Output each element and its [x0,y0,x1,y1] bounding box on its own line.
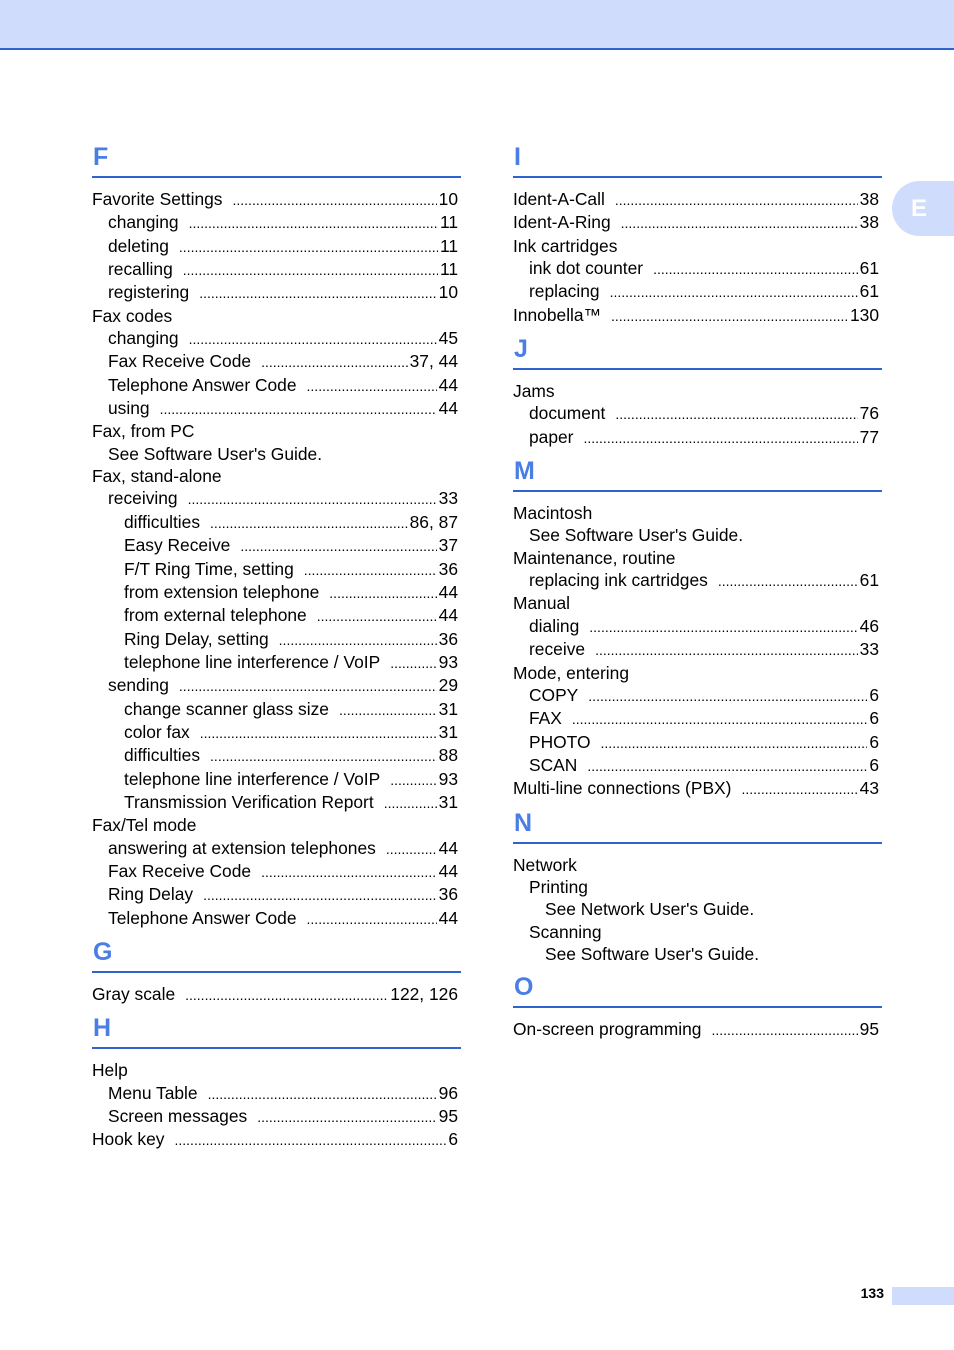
dot-leader [711,1018,857,1041]
dot-leader [210,511,408,534]
entry-pages: 61 [859,281,879,302]
dot-leader [588,684,867,707]
dot-leader [610,280,858,303]
dot-leader [307,907,437,930]
index-entry [513,638,879,661]
entry-term: Fax, stand-alone [92,466,222,487]
index-entry [92,604,458,627]
index-entry [92,791,458,814]
entry-pages: 130 [849,304,879,325]
entry-pages: 44 [438,581,458,602]
index-entry [92,188,458,211]
index-entry [513,592,879,614]
index-entry [92,487,458,510]
entry-term: recalling [108,259,173,280]
entry-pages: 95 [859,1019,879,1040]
index-entry [513,280,879,303]
index-section-n [513,806,882,966]
index-entry [92,837,458,860]
index-entry [92,558,458,581]
entry-term: FAX [529,708,562,729]
entry-term: Ring Delay, setting [124,628,269,649]
index-entry [92,860,458,883]
dot-leader [279,628,437,651]
dot-leader [199,281,436,304]
entry-pages: 11 [439,259,458,280]
index-entry [92,305,458,327]
dot-leader [188,487,437,510]
section-letter: G [92,935,461,973]
dot-leader [185,983,388,1006]
index-entry [92,1059,458,1081]
entry-term: Telephone Answer Code [108,374,297,395]
section-letter: H [92,1011,461,1049]
index-entry [513,188,879,211]
index-entry [92,420,458,442]
entry-term: replacing [529,281,600,302]
entry-term: color fax [124,721,190,742]
dot-leader [189,327,437,350]
entry-pages: 93 [438,768,458,789]
entry-term: On-screen programming [513,1019,702,1040]
page-number: 133 [860,1285,884,1301]
index-entry [513,662,879,684]
index-entry [92,235,458,258]
index-entry [513,524,879,546]
index-entry [92,350,458,373]
entry-term: Ident-A-Ring [513,212,611,233]
entry-term: document [529,403,606,424]
index-entry [513,854,879,876]
index-entry [92,721,458,744]
dot-leader [572,707,867,730]
index-section-j [513,332,882,449]
entry-term: Telephone Answer Code [108,907,297,928]
entry-term: Gray scale [92,984,176,1004]
entry-term: COPY [529,684,579,705]
index-section-f [92,140,461,930]
entry-pages: 61 [859,258,879,279]
entry-term: telephone line interference / VoIP [124,651,381,672]
index-entry [92,1082,458,1105]
dot-leader [179,235,438,258]
entry-term: from external telephone [124,605,307,626]
entry-pages: 11 [439,235,458,256]
entry-pages: 61 [859,570,879,591]
index-entry [513,569,879,592]
entry-pages: 31 [438,721,458,742]
dot-leader [179,674,437,697]
index-section-g [92,935,461,1006]
index-entry [92,374,458,397]
entry-pages: 36 [438,628,458,649]
dot-leader [653,257,858,280]
entry-term: PHOTO [529,731,591,752]
entry-pages: 122, 126 [390,984,458,1004]
entry-term: change scanner glass size [124,698,329,719]
entry-term: See Software User's Guide. [529,525,744,546]
entry-pages: 11 [439,212,458,233]
entry-pages: 88 [438,745,458,766]
entry-term: Manual [513,593,571,614]
entry-term: Ink cartridges [513,235,618,256]
dot-leader [200,721,437,744]
dot-leader [589,615,857,638]
entry-pages: 37 [438,535,458,556]
entry-term: Mode, entering [513,662,630,683]
index-entry [92,465,458,487]
index-entry [92,628,458,651]
entry-pages: 37, 44 [409,351,458,372]
index-section-i [513,140,882,327]
entry-term: Ring Delay [108,884,194,905]
entry-term: registering [108,282,190,303]
entry-term: Macintosh [513,503,593,524]
footer-band [892,1287,954,1305]
entry-pages: 44 [438,398,458,419]
entry-term: Printing [529,876,588,897]
entry-term: using [108,398,150,419]
index-entry [513,754,879,777]
entry-pages: 33 [438,488,458,509]
index-entry [513,380,879,402]
section-letter: I [513,140,882,178]
entry-term: from extension telephone [124,581,320,602]
entry-pages: 33 [859,639,879,660]
entry-term: paper [529,426,574,447]
entry-term: changing [108,328,179,349]
index-entry [92,651,458,674]
entry-term: Multi-line connections (PBX) [513,778,732,799]
entry-term: replacing ink cartridges [529,570,708,591]
entry-term: answering at extension telephones [108,837,376,858]
index-entry [92,281,458,304]
entry-term: Fax Receive Code [108,860,252,881]
entry-term: Jams [513,381,555,402]
index-entry [513,235,879,257]
entry-term: See Network User's Guide. [545,899,755,920]
entry-pages: 6 [869,754,879,775]
dot-leader [386,837,437,860]
dot-leader [317,604,437,627]
dot-leader [208,1082,437,1105]
entry-term: difficulties [124,511,201,532]
dot-leader [203,883,437,906]
index-column-left [92,140,461,1157]
section-letter: O [513,970,882,1008]
entry-term: dialing [529,615,580,636]
entry-term: Fax Receive Code [108,351,252,372]
entry-pages: 86, 87 [409,511,458,532]
dot-leader [741,777,857,800]
dot-leader [175,1128,447,1151]
entry-term: changing [108,212,179,233]
dot-leader [615,402,857,425]
entry-term: telephone line interference / VoIP [124,768,381,789]
index-section-m [513,454,882,800]
entry-term: difficulties [124,745,201,766]
entry-term: sending [108,675,169,696]
entry-pages: 44 [438,605,458,626]
index-entry [92,397,458,420]
index-entry [92,698,458,721]
index-entry [513,547,879,569]
entry-term: See Software User's Guide. [545,943,760,964]
section-letter: M [513,454,882,492]
entry-term: Ident-A-Call [513,189,605,209]
header-band [0,0,954,50]
index-entry [92,983,458,1006]
chapter-tab: E [892,181,954,236]
entry-pages: 44 [438,837,458,858]
index-entry [92,211,458,234]
section-letter: N [513,806,882,844]
index-entry [513,943,879,965]
index-entry [513,921,879,943]
entry-term: receiving [108,488,178,509]
entry-term: F/T Ring Time, setting [124,558,294,579]
index-entry [92,327,458,350]
index-entry [513,402,879,425]
dot-leader [339,698,437,721]
entry-term: Network [513,854,577,875]
dot-leader [160,397,437,420]
entry-pages: 6 [869,731,879,752]
dot-leader [240,534,436,557]
dot-leader [329,581,436,604]
index-entry [92,258,458,281]
dot-leader [233,188,437,211]
entry-pages: 31 [438,791,458,812]
entry-term: SCAN [529,754,578,775]
index-entry [92,907,458,930]
dot-leader [384,791,437,814]
index-entry [513,876,879,898]
index-entry [92,1128,458,1151]
entry-pages: 77 [859,426,879,447]
entry-pages: 29 [438,675,458,696]
dot-leader [189,211,438,234]
entry-term: receive [529,639,586,660]
dot-leader [261,350,408,373]
entry-term: Screen messages [108,1106,248,1127]
index-entry [513,502,879,524]
entry-pages: 36 [438,884,458,905]
dot-leader [257,1105,436,1128]
dot-leader [210,744,437,767]
index-entry [92,534,458,557]
section-letter: J [513,332,882,370]
entry-pages: 95 [438,1106,458,1127]
entry-pages: 44 [438,907,458,928]
index-entry [513,257,879,280]
index-entry [92,744,458,767]
entry-term: Fax/Tel mode [92,815,197,836]
index-column-right [513,140,882,1047]
entry-pages: 45 [438,328,458,349]
entry-term: Easy Receive [124,535,231,556]
dot-leader [611,304,848,327]
entry-term: Innobella™ [513,304,601,325]
entry-pages: 6 [869,708,879,729]
dot-leader [595,638,858,661]
dot-leader [390,651,436,674]
index-entry [513,426,879,449]
index-entry [513,777,879,800]
entry-pages: 38 [859,189,879,209]
dot-leader [307,374,437,397]
entry-pages: 93 [438,651,458,672]
entry-pages: 31 [438,698,458,719]
index-section-h [92,1011,461,1151]
entry-term: Fax codes [92,305,173,326]
index-entry [92,1105,458,1128]
entry-term: deleting [108,235,169,256]
index-entry [92,768,458,791]
entry-term: Scanning [529,921,602,942]
index-entry [92,674,458,697]
entry-term: See Software User's Guide. [108,443,323,464]
section-letter: F [92,140,461,178]
dot-leader [601,731,868,754]
index-entry [513,304,879,327]
index-entry [92,443,458,465]
dot-leader [583,426,857,449]
index-entry [513,898,879,920]
dot-leader [621,211,858,234]
entry-term: Transmission Verification Report [124,791,374,812]
dot-leader [587,754,867,777]
entry-pages: 96 [438,1082,458,1103]
dot-leader [261,860,437,883]
entry-term: Menu Table [108,1082,198,1103]
index-entry [92,511,458,534]
entry-pages: 44 [438,374,458,395]
entry-pages: 10 [438,189,458,209]
entry-pages: 10 [438,282,458,303]
index-entry [513,211,879,234]
index-entry [92,883,458,906]
entry-pages: 76 [859,403,879,424]
index-entry [513,731,879,754]
entry-pages: 6 [869,684,879,705]
entry-pages: 36 [438,558,458,579]
index-entry [513,615,879,638]
dot-leader [304,558,437,581]
index-entry [92,814,458,836]
entry-pages: 6 [448,1129,458,1150]
entry-pages: 38 [859,212,879,233]
entry-term: Help [92,1060,128,1081]
entry-pages: 43 [859,778,879,799]
entry-term: Fax, from PC [92,421,195,442]
index-entry [513,707,879,730]
entry-pages: 46 [859,615,879,636]
index-entry [513,1018,879,1041]
dot-leader [183,258,438,281]
index-entry [513,684,879,707]
entry-pages: 44 [438,860,458,881]
index-section-o [513,970,882,1041]
entry-term: ink dot counter [529,258,644,279]
entry-term: Maintenance, routine [513,547,676,568]
entry-term: Favorite Settings [92,189,223,209]
dot-leader [390,768,436,791]
dot-leader [718,569,858,592]
index-entry [92,581,458,604]
entry-term: Hook key [92,1129,165,1150]
dot-leader [615,188,858,211]
